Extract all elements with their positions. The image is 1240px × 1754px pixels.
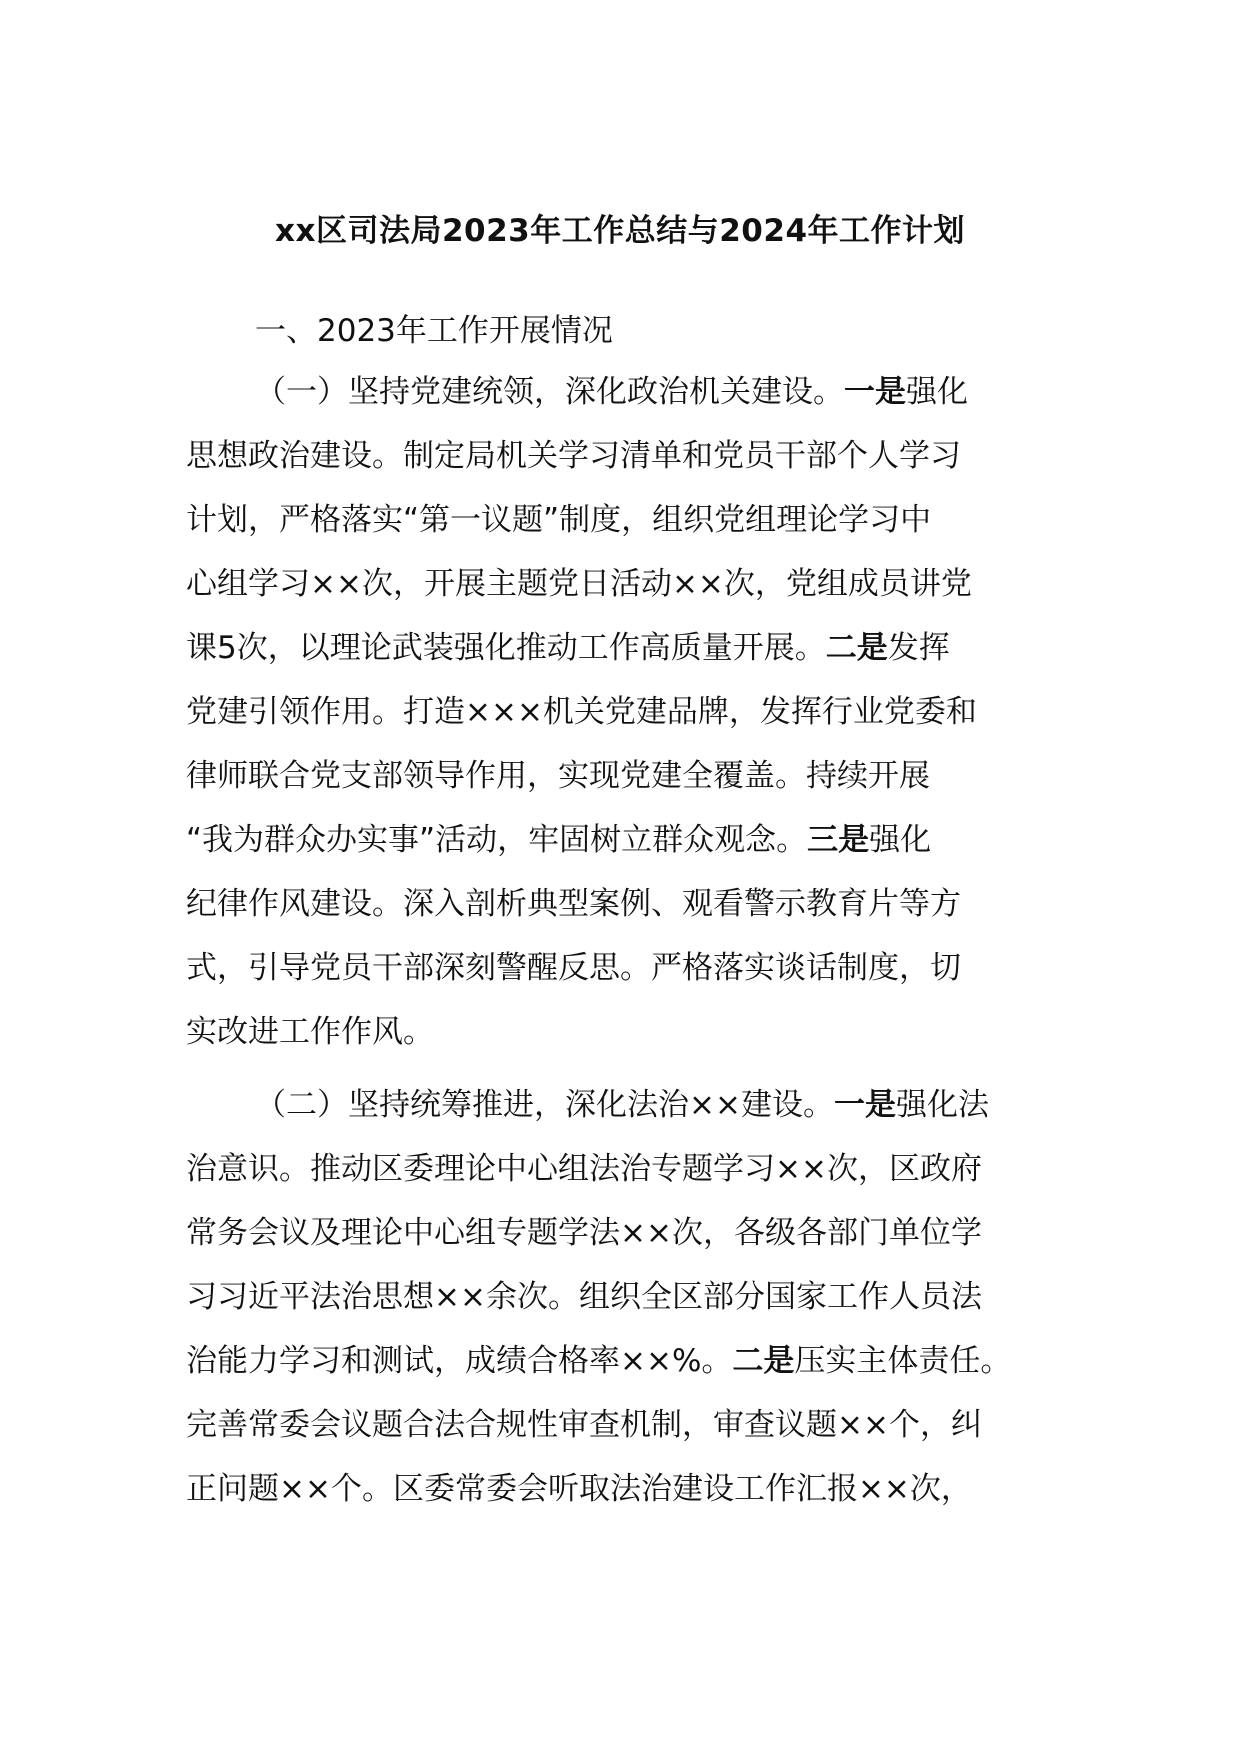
paragraph-line bbox=[186, 1457, 1086, 1521]
paragraph-line bbox=[186, 1393, 1086, 1457]
body-text: 计划，严格落实“第一议题”制度，组织党组理论学习中 bbox=[186, 502, 932, 538]
emphasis-text: 一是 bbox=[833, 1087, 896, 1123]
paragraph-line bbox=[186, 936, 1086, 1000]
paragraph-line bbox=[186, 680, 1086, 744]
body-text: （一）坚持党建统领，深化政治机关建设。 bbox=[255, 374, 844, 410]
body-text: 强化 bbox=[906, 374, 968, 410]
body-text: 心组学习××次，开展主题党日活动××次，党组成员讲党 bbox=[186, 566, 972, 602]
paragraph-line bbox=[186, 1000, 1086, 1064]
body-text: 强化法 bbox=[895, 1087, 989, 1123]
body-text: 纪律作风建设。深入剖析典型案例、观看警示教育片等方 bbox=[186, 886, 961, 922]
body-text: 思想政治建设。制定局机关学习清单和党员干部个人学习 bbox=[186, 438, 961, 474]
body-text: 发挥 bbox=[887, 630, 950, 666]
body-text: 治意识。推动区委理论中心组法治专题学习××次，区政府 bbox=[186, 1151, 982, 1187]
paragraph-line bbox=[186, 744, 1086, 808]
body-text: 习习近平法治思想××余次。组织全区部分国家工作人员法 bbox=[186, 1279, 982, 1315]
body-text: 律师联合党支部领导作用，实现党建全覆盖。持续开展 bbox=[186, 758, 930, 794]
emphasis-text: 二是 bbox=[825, 630, 888, 666]
body-text: 正问题××个。区委常委会听取法治建设工作汇报××次， bbox=[186, 1471, 972, 1507]
paragraph-line bbox=[186, 1137, 1086, 1201]
paragraph-line bbox=[186, 1329, 1086, 1393]
paragraph-line bbox=[186, 1201, 1086, 1265]
emphasis-text: 一是 bbox=[844, 374, 906, 410]
document-title: xx区司法局2023年工作总结与2024年工作计划 bbox=[274, 213, 966, 249]
paragraph-line bbox=[186, 488, 1086, 552]
paragraph-1 bbox=[186, 360, 1086, 1064]
body-text: 压实主体责任。 bbox=[794, 1343, 1012, 1379]
body-text: 式，引导党员干部深刻警醒反思。严格落实谈话制度，切 bbox=[186, 950, 961, 986]
body-text: 完善常委会议题合法合规性审查机制，审查议题××个，纠 bbox=[186, 1407, 982, 1443]
paragraph-line bbox=[186, 1265, 1086, 1329]
body-text: 党建引领作用。打造×××机关党建品牌，发挥行业党委和 bbox=[186, 694, 977, 730]
body-text: 强化 bbox=[869, 822, 932, 858]
body-text: 常务会议及理论中心组专题学法××次，各级各部门单位学 bbox=[186, 1215, 982, 1251]
paragraph-line bbox=[186, 424, 1086, 488]
emphasis-text: 三是 bbox=[807, 822, 870, 858]
paragraph-line bbox=[186, 552, 1086, 616]
paragraph-line bbox=[186, 1073, 1086, 1137]
body-text: 实改进工作作风。 bbox=[186, 1014, 434, 1050]
section-heading: 一、2023年工作开展情况 bbox=[255, 313, 613, 349]
paragraph-line bbox=[186, 616, 1086, 680]
paragraph-2 bbox=[186, 1073, 1086, 1521]
body-text: “我为群众办实事”活动，牢固树立群众观念。 bbox=[186, 822, 808, 858]
body-text: 课5次，以理论武装强化推动工作高质量开展。 bbox=[186, 630, 826, 666]
emphasis-text: 二是 bbox=[732, 1343, 795, 1379]
body-text: （二）坚持统筹推进，深化法治××建设。 bbox=[255, 1087, 834, 1123]
paragraph-line bbox=[186, 360, 1086, 424]
paragraph-line bbox=[186, 808, 1086, 872]
body-text: 治能力学习和测试，成绩合格率××%。 bbox=[186, 1343, 733, 1379]
paragraph-line bbox=[186, 872, 1086, 936]
